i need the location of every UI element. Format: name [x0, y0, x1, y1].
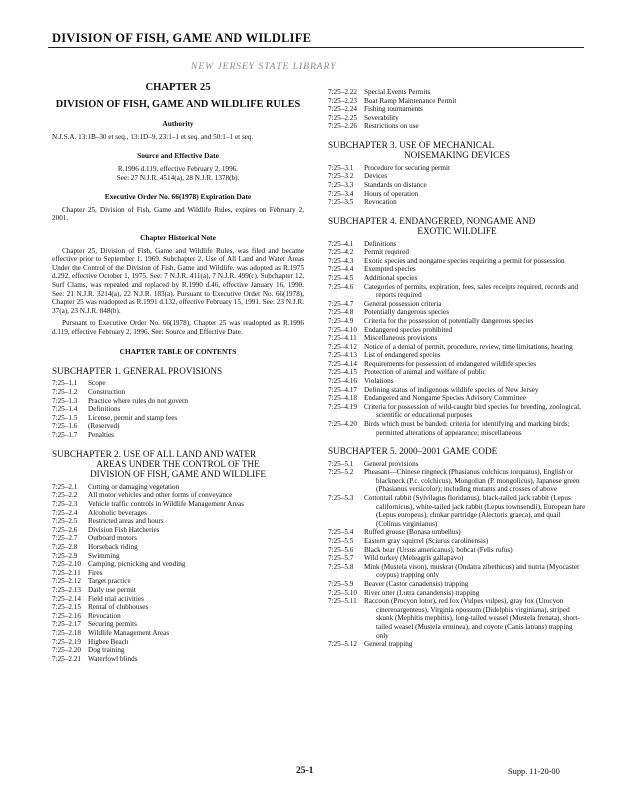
history-paragraph-1: Chapter 25, Division of Fish, Game and Wildlife Rules, was filed and became effective prior to September 1, 1969. Subchapter 2, Use of All Land and Water Areas Under the Control of the Division of Fish, Game and Wildlife, was adopted as R.1975 d.292, effective October 1, 1975. See: 7 N.J.R. 411(a), 7 N.J.R. 499(c). Subchapter 12, Surf Clams, was repealed and replaced by R.1990 d.46, effective January 16, 1990. See: 21 N.J.R. 3214(a), 22 N.J.R. 183(a). Pursuant to Executive Order No. 66(1978), Chapter 25 was readopted as R.1991 d.132, effective February 15, 1991. See: 23 N.J.R. 37(a), 23 N.J.R. 848(b).: [52, 246, 304, 315]
section-number: 7:25–2.8: [52, 543, 78, 551]
section-title: Standards on distance: [364, 180, 427, 189]
section-number: 7:25–2.5: [52, 517, 78, 526]
right-column: [328, 88, 586, 649]
section-number: 7:25–4.12: [328, 342, 357, 351]
section-title: Violations: [364, 377, 394, 386]
section-number: 7:25–2.26: [328, 122, 357, 131]
section-title: Horseback riding: [88, 543, 138, 551]
subchapter-2-continued-list: [328, 88, 586, 131]
section-number: 7:25–2.25: [328, 113, 357, 122]
section-number: 7:25–1.7: [52, 431, 78, 440]
section-title: Protection of animal and welfare of public: [364, 368, 486, 377]
section-number: 7:25–1.6: [52, 422, 78, 431]
toc-entry: [328, 248, 586, 257]
toc-entry: [328, 546, 586, 555]
subchapter-2-title-line-3: DIVISION OF FISH, GAME AND WILDLIFE: [90, 469, 266, 480]
section-title: Mink (Mustela vison), muskrat (Ondatra zibethicus) and nutria (Myocaster coypus) trapping only: [364, 562, 580, 580]
section-number: 7:25–3.3: [328, 180, 354, 189]
section-number: 7:25–4.8: [328, 308, 354, 317]
toc-entry: [328, 114, 586, 123]
toc-entry: [328, 88, 586, 97]
toc-entry: [328, 317, 586, 326]
toc-entry: [328, 181, 586, 190]
section-title: Birds which must be banded; criteria for identifying and marking birds; permitted alterations of appearance; miscellaneous: [364, 420, 570, 437]
section-title: All motor vehicles and other forms of conveyance: [88, 491, 233, 500]
toc-entry: [52, 620, 304, 629]
subchapter-4-title: [328, 216, 586, 237]
section-title: Endangered species prohibited: [364, 325, 453, 334]
toc-entry: [52, 483, 304, 492]
section-title: Potentially dangerous species: [364, 308, 450, 317]
authority-heading: Authority: [162, 119, 194, 129]
toc-entry: [52, 405, 304, 414]
toc-entry: [328, 528, 586, 537]
toc-entry: [52, 552, 304, 561]
toc-entry: [52, 500, 304, 509]
toc-entry: [52, 491, 304, 500]
section-number: 7:25–5.8: [328, 562, 354, 571]
section-title: Target practice: [88, 577, 131, 586]
section-number: 7:25–5.9: [328, 579, 354, 588]
toc-entry: [328, 597, 586, 640]
section-title: Definitions: [364, 239, 397, 248]
toc-entry: [328, 283, 586, 300]
section-title: River otter (Lutra canandensis) trapping: [364, 588, 480, 597]
toc-entry: [52, 379, 304, 388]
subchapter-3-title: [328, 140, 586, 161]
section-title: Rental of clubhouses: [88, 603, 149, 612]
executive-order-text: Chapter 25, Division of Fish, Game and Wildlife Rules, expires on February 2, 2001.: [52, 205, 304, 223]
toc-entry: [52, 629, 304, 638]
section-title: Vehicle traffic controls in Wildlife Management Areas: [88, 500, 244, 509]
section-number: 7:25–5.11: [328, 597, 357, 606]
section-title: General possession criteria: [364, 299, 442, 308]
section-title: Special Events Permits: [364, 88, 431, 96]
subchapter-1-list: [52, 379, 304, 439]
section-title: Criteria for possession of wild-caught bird species for breeding, zoological, scientific or educational purposes: [364, 402, 581, 420]
subchapter-3-title-line-1: SUBCHAPTER 3. USE OF MECHANICAL: [328, 139, 495, 150]
toc-entry: [328, 265, 586, 274]
toc-entry: [328, 394, 586, 403]
section-number: 7:25–2.16: [52, 611, 81, 620]
section-number: 7:25–2.18: [52, 628, 81, 637]
subchapter-5-list: [328, 460, 586, 649]
section-number: 7:25–2.12: [52, 577, 81, 586]
section-title: Ruffed grouse (Bonasa umbellus): [364, 528, 461, 537]
source-line-2: See: 27 N.J.R. 4514(a), 28 N.J.R. 1378(b).: [116, 173, 240, 182]
section-number: 7:25–4.11: [328, 334, 357, 343]
toc-entry: [52, 509, 304, 518]
section-number: 7:25–4.5: [328, 273, 354, 282]
chapter-title: DIVISION OF FISH, GAME AND WILDLIFE RULES: [55, 98, 301, 110]
toc-entry: [52, 534, 304, 543]
toc-entry: [328, 257, 586, 266]
toc-entry: [328, 420, 586, 437]
section-title: List of endangered species: [364, 351, 441, 360]
toc-entry: [328, 300, 586, 309]
section-number: 7:25–2.14: [52, 594, 81, 603]
section-title: Miscellaneous provisions: [364, 334, 438, 343]
section-number: 7:25–2.17: [52, 620, 81, 629]
section-number: 7:25–1.5: [52, 413, 78, 422]
section-title: Raccoon (Procyon lotor), red fox (Vulpes vulpes), gray fox (Urocyon cinereoargenteus), Virginia opossum (Didelphis virginiana), striped skunk (Mephitis mephitis), long-tailed weasel (Mustela frenata), short-tailed weasel (Mustela erminea), and coyote (Canis latrans) trapping only: [364, 597, 580, 640]
subchapter-4-title-line-2: EXOTIC WILDLIFE: [417, 226, 497, 237]
toc-entry: [52, 586, 304, 595]
toc-entry: [52, 646, 304, 655]
toc-entry: [328, 334, 586, 343]
section-title: Fishing tournaments: [364, 105, 423, 114]
toc-entry: [328, 172, 586, 181]
section-number: 7:25–5.12: [328, 640, 357, 649]
section-title: Defining status of indigenous wildlife species of New Jersey: [364, 385, 539, 394]
toc-entry: [328, 377, 586, 386]
section-number: 7:25–4.14: [328, 359, 357, 368]
section-number: 7:25–5.7: [328, 554, 354, 563]
section-title: Cutting or damaging vegetation: [88, 482, 180, 491]
section-title: Wild turkey (Meleagris gallapavo): [364, 554, 464, 563]
section-title: General provisions: [364, 459, 419, 468]
section-number: 7:25–2.9: [52, 551, 78, 560]
section-number: 7:25–5.10: [328, 588, 357, 597]
section-title: Severability: [364, 113, 399, 122]
source-heading: Source and Effective Date: [137, 151, 219, 161]
section-title: License, permit and stamp fees: [88, 413, 178, 422]
toc-entry: [328, 190, 586, 199]
toc-entry: [328, 580, 586, 589]
section-number: 7:25–5.4: [328, 528, 354, 537]
section-number: 7:25–3.5: [328, 198, 354, 207]
section-number: 7:25–4.15: [328, 368, 357, 377]
left-column: [52, 84, 304, 663]
toc-entry: [328, 274, 586, 283]
section-title: Pheasant—Chinese ringneck (Phasianus colchicus torquatus), English or blackneck (P.c. colchicus), Mongolian (P. mongolicus), Japanese green (Phasianus versicolor); including mutants and crosses of above: [364, 468, 580, 494]
section-number: 7:25–4.2: [328, 248, 354, 257]
toc-entry: [52, 577, 304, 586]
section-title: Field trial activities: [88, 594, 144, 603]
toc-heading: CHAPTER TABLE OF CONTENTS: [119, 347, 237, 357]
section-title: Securing permits: [88, 620, 137, 629]
section-title: General trapping: [364, 640, 413, 649]
section-title: Alcoholic beverages: [88, 508, 147, 517]
section-title: Boat Ramp Maintenance Permit: [364, 96, 457, 105]
section-number: 7:25–2.11: [52, 568, 81, 577]
section-number: 7:25–2.7: [52, 534, 78, 543]
section-number: 7:25–2.21: [52, 654, 81, 663]
toc-entry: [328, 122, 586, 131]
toc-entry: [52, 431, 304, 440]
toc-entry: [328, 368, 586, 377]
section-number: 7:25–1.1: [52, 379, 78, 388]
toc-entry: [328, 164, 586, 173]
section-title: Division Fish Hatcheries: [88, 525, 160, 534]
section-number: 7:25–1.3: [52, 396, 78, 405]
subchapter-2-title-line-1: SUBCHAPTER 2. USE OF ALL LAND AND WATER: [52, 448, 257, 459]
toc-entry: [328, 105, 586, 114]
section-number: 7:25–4.20: [328, 420, 357, 429]
section-number: 7:25–5.1: [328, 459, 354, 468]
subchapter-1-title: SUBCHAPTER 1. GENERAL PROVISIONS: [52, 366, 223, 377]
section-number: 7:25–2.15: [52, 603, 81, 612]
toc-entry: [52, 638, 304, 647]
toc-entry: [52, 526, 304, 535]
section-title: Devices: [364, 172, 388, 181]
section-number: 7:25–5.2: [328, 468, 354, 477]
section-title: Restrictions on use: [364, 122, 419, 131]
section-title: Cottontail rabbit (Sylvilagus floridanus), black-tailed jack rabbit (Lepus californicus), white-tailed jack rabbit (Lepus townsendii), European hare (Lepus europeus), chukar partridge (Alectoris graeca), and quail (Colinus virginianus): [364, 494, 586, 528]
section-number: 7:25–2.24: [328, 105, 357, 114]
toc-entry: [328, 360, 586, 369]
section-title: Exempted species: [364, 265, 416, 274]
toc-entry: [52, 612, 304, 621]
section-number: 7:25–4.18: [328, 394, 357, 403]
toc-entry: [52, 422, 304, 431]
section-title: Black bear (Ursus americanus), bobcat (Felis rufus): [364, 545, 513, 554]
section-number: 7:25–2.10: [52, 560, 81, 569]
section-number: 7:25–3.2: [328, 172, 354, 181]
section-title: Construction: [88, 388, 126, 397]
section-title: Wildlife Management Areas: [88, 628, 170, 637]
section-title: Swimming: [88, 551, 120, 560]
section-title: Hours of operation: [364, 189, 419, 198]
toc-entry: [328, 386, 586, 395]
section-number: 7:25–5.3: [328, 494, 354, 502]
section-title: Eastern gray squirrel (Sciurus carolinensis): [364, 536, 489, 545]
subchapter-4-list: [328, 240, 586, 438]
subchapter-2-title-line-2: AREAS UNDER THE CONTROL OF THE: [96, 459, 260, 470]
section-number: 7:25–4.1: [328, 239, 354, 248]
section-number: 7:25–2.22: [328, 88, 357, 96]
section-title: Scope: [88, 379, 106, 388]
section-title: Endangered and Nongame Species Advisory Committee: [364, 394, 526, 403]
toc-entry: [52, 397, 304, 406]
subchapter-2-list: [52, 483, 304, 663]
section-number: 7:25–4.13: [328, 351, 357, 360]
section-number: 7:25–2.13: [52, 585, 81, 594]
section-number: 7:25–2.6: [52, 525, 78, 534]
section-title: Restricted areas and hours: [88, 517, 164, 526]
toc-entry: [328, 351, 586, 360]
history-paragraph-2: Pursuant to Executive Order No. 66(1978), Chapter 25 was readopted as R.1996 d.119, effective February 2, 1996. See: Source and Effective Date.: [52, 319, 304, 336]
section-title: Dog training: [88, 646, 125, 655]
section-number: 7:25–2.4: [52, 508, 78, 517]
section-number: 7:25–1.2: [52, 388, 78, 397]
toc-entry: [52, 569, 304, 578]
section-title: Procedure for securing permit: [364, 163, 451, 172]
section-title: Beaver (Castor canadensis) trapping: [364, 579, 469, 588]
section-title: Requirements for possession of endangered wildlife species: [364, 359, 537, 368]
section-number: 7:25–5.5: [328, 536, 354, 545]
section-title: Criteria for the possession of potentially dangerous species: [364, 316, 534, 325]
section-number: 7:25–4.7: [328, 299, 354, 308]
authority-text: N.J.S.A. 13:1B–30 et seq., 13:1D–9, 23:1–1 et seq. and 50:1–1 et seq.: [52, 132, 254, 141]
page-number: 25-1: [296, 766, 314, 776]
section-number: 7:25–4.10: [328, 325, 357, 334]
section-title: Daily use permit: [88, 585, 136, 594]
toc-entry: [52, 414, 304, 423]
section-number: 7:25–2.3: [52, 500, 78, 509]
section-title: (Reserved): [88, 422, 120, 431]
subchapter-3-list: [328, 164, 586, 207]
toc-entry: [328, 198, 586, 207]
section-title: Exotic species and nongame species requiring a permit for possession: [364, 256, 565, 265]
section-number: 7:25–4.9: [328, 316, 354, 325]
supplement-date: Supp. 11-20-00: [508, 767, 560, 776]
toc-entry: [328, 240, 586, 249]
section-title: Waterfowl blinds: [88, 654, 138, 663]
running-head: DIVISION OF FISH, GAME AND WILDLIFE: [52, 31, 312, 45]
toc-entry: [328, 97, 586, 106]
toc-entry: [328, 494, 586, 528]
section-title: Revocation: [364, 198, 397, 207]
section-title: Permit required: [364, 248, 409, 257]
toc-entry: [328, 308, 586, 317]
section-number: 7:25–4.3: [328, 256, 354, 265]
toc-entry: [328, 589, 586, 598]
chapter-number: CHAPTER 25: [145, 82, 211, 93]
section-title: Fires: [88, 568, 103, 577]
section-title: Revocation: [88, 611, 121, 620]
section-number: 7:25–4.6: [328, 282, 354, 291]
section-title: Outboard motors: [88, 534, 137, 543]
section-number: 7:25–4.19: [328, 402, 357, 411]
toc-entry: [328, 343, 586, 352]
section-number: 7:25–1.4: [52, 405, 78, 414]
section-number: 7:25–2.20: [52, 646, 81, 655]
section-number: 7:25–4.17: [328, 385, 357, 394]
section-number: 7:25–2.23: [328, 96, 357, 105]
subchapter-3-title-line-2: NOISEMAKING DEVICES: [404, 150, 510, 161]
toc-entry: [52, 595, 304, 604]
section-number: 7:25–4.4: [328, 265, 354, 274]
toc-entry: [52, 543, 304, 552]
section-title: Notice of a denial of permit, procedure, review, time limitations, hearing: [364, 342, 573, 351]
history-heading: Chapter Historical Note: [140, 232, 216, 242]
toc-entry: [52, 560, 304, 569]
executive-order-heading: Executive Order No. 66(1978) Expiration Date: [104, 192, 252, 202]
header-rule: [48, 47, 584, 48]
toc-entry: [328, 326, 586, 335]
section-number: 7:25–2.1: [52, 482, 78, 491]
section-number: 7:25–4.16: [328, 377, 357, 386]
section-title: Additional species: [364, 273, 418, 282]
toc-entry: [52, 517, 304, 526]
subchapter-2-title: [52, 449, 304, 480]
section-number: 7:25–5.6: [328, 545, 354, 554]
toc-entry: [328, 563, 586, 580]
section-number: 7:25–2.19: [52, 637, 81, 646]
toc-entry: [52, 388, 304, 397]
subchapter-4-title-line-1: SUBCHAPTER 4. ENDANGERED, NONGAME AND: [328, 215, 536, 226]
toc-entry: [52, 603, 304, 612]
section-title: Higbee Beach: [88, 637, 129, 646]
section-title: Camping, picnicking and vending: [88, 560, 186, 569]
source-line-1: R.1996 d.119, effective February 2, 1996.: [117, 164, 239, 173]
toc-entry: [328, 640, 586, 649]
toc-entry: [328, 403, 586, 420]
toc-entry: [52, 655, 304, 664]
toc-entry: [328, 468, 586, 494]
section-number: 7:25–3.4: [328, 189, 354, 198]
toc-entry: [328, 460, 586, 469]
section-number: 7:25–2.2: [52, 491, 78, 500]
section-number: 7:25–3.1: [328, 163, 354, 172]
section-title: Penalties: [88, 431, 114, 440]
subchapter-5-title: SUBCHAPTER 5. 2000–2001 GAME CODE: [328, 446, 498, 457]
toc-entry: [328, 537, 586, 546]
library-stamp: NEW JERSEY STATE LIBRARY: [191, 62, 337, 72]
section-title: Practice where rules do not govern: [88, 396, 188, 405]
section-title: Categories of permits, expiration, fees, sales receipts required, records and reports required: [364, 282, 579, 300]
section-title: Definitions: [88, 405, 121, 414]
toc-entry: [328, 554, 586, 563]
